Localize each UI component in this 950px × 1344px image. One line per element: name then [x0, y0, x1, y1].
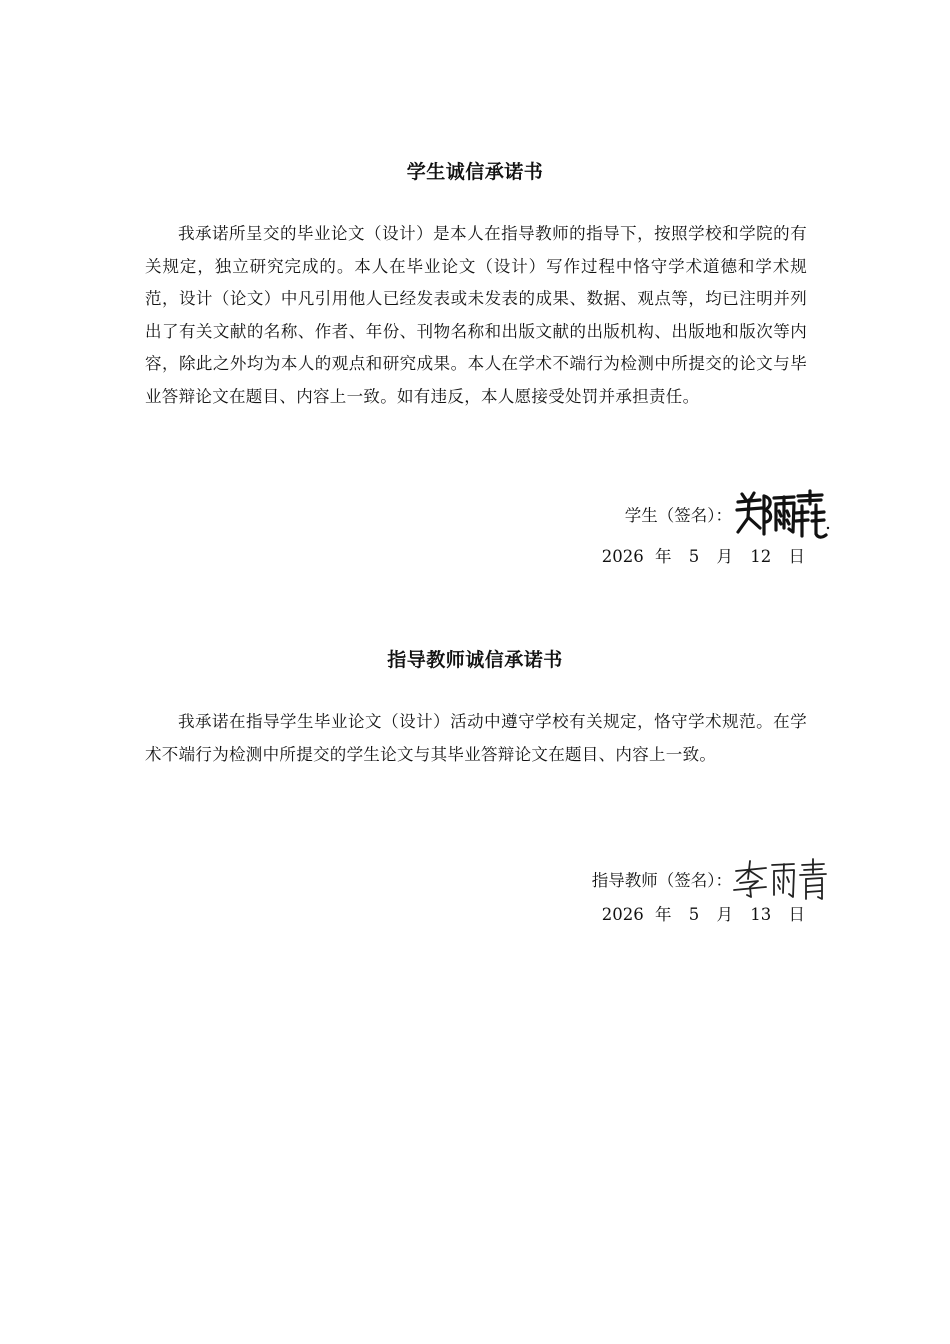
advisor-date-day-unit: 日	[788, 905, 805, 924]
advisor-date-day: 13	[750, 905, 772, 924]
student-date-day: 12	[750, 547, 772, 566]
student-sign-date	[602, 543, 805, 567]
advisor-signature-label: 指导教师（签名）：	[591, 871, 732, 890]
advisor-handwritten-signature	[732, 857, 830, 901]
student-date-year: 2026	[601, 547, 644, 566]
advisor-date-month: 5	[688, 905, 700, 924]
advisor-date-year-unit: 年	[655, 905, 672, 924]
advisor-date-year: 2026	[601, 905, 644, 924]
student-signature-label: 学生（签名）：	[624, 506, 732, 525]
student-pledge-title: 学生诚信承诺书	[406, 161, 544, 183]
advisor-date-month-unit: 月	[716, 905, 733, 924]
student-signature-line	[625, 488, 830, 540]
student-handwritten-signature	[732, 488, 830, 540]
advisor-pledge-body: 我承诺在指导学生毕业论文（设计）活动中遵守学校有关规定，恪守学术规范。在学术不端行为检测中所提交的学生论文与其毕业答辩论文在题目、内容上一致。	[145, 712, 807, 764]
advisor-signature-line	[592, 857, 830, 901]
advisor-sign-date	[602, 901, 805, 925]
student-date-year-unit: 年	[655, 547, 672, 566]
student-date-day-unit: 日	[788, 547, 805, 566]
advisor-pledge-title: 指导教师诚信承诺书	[387, 649, 563, 671]
student-date-month: 5	[688, 547, 700, 566]
student-pledge-body: 我承诺所呈交的毕业论文（设计）是本人在指导教师的指导下，按照学校和学院的有关规定，独立研究完成的。本人在毕业论文（设计）写作过程中恪守学术道德和学术规范，设计（论文）中凡引用他人已经发表或未发表的成果、数据、观点等，均已注明并列出了有关文献的名称、作者、年份、刊物名称和出版文献的出版机构、出版地和版次等内容，除此之外均为本人的观点和研究成果。本人在学术不端行为检测中所提交的论文与毕业答辩论文在题目、内容上一致。如有违反，本人愿接受处罚并承担责任。	[145, 224, 807, 406]
student-date-month-unit: 月	[716, 547, 733, 566]
